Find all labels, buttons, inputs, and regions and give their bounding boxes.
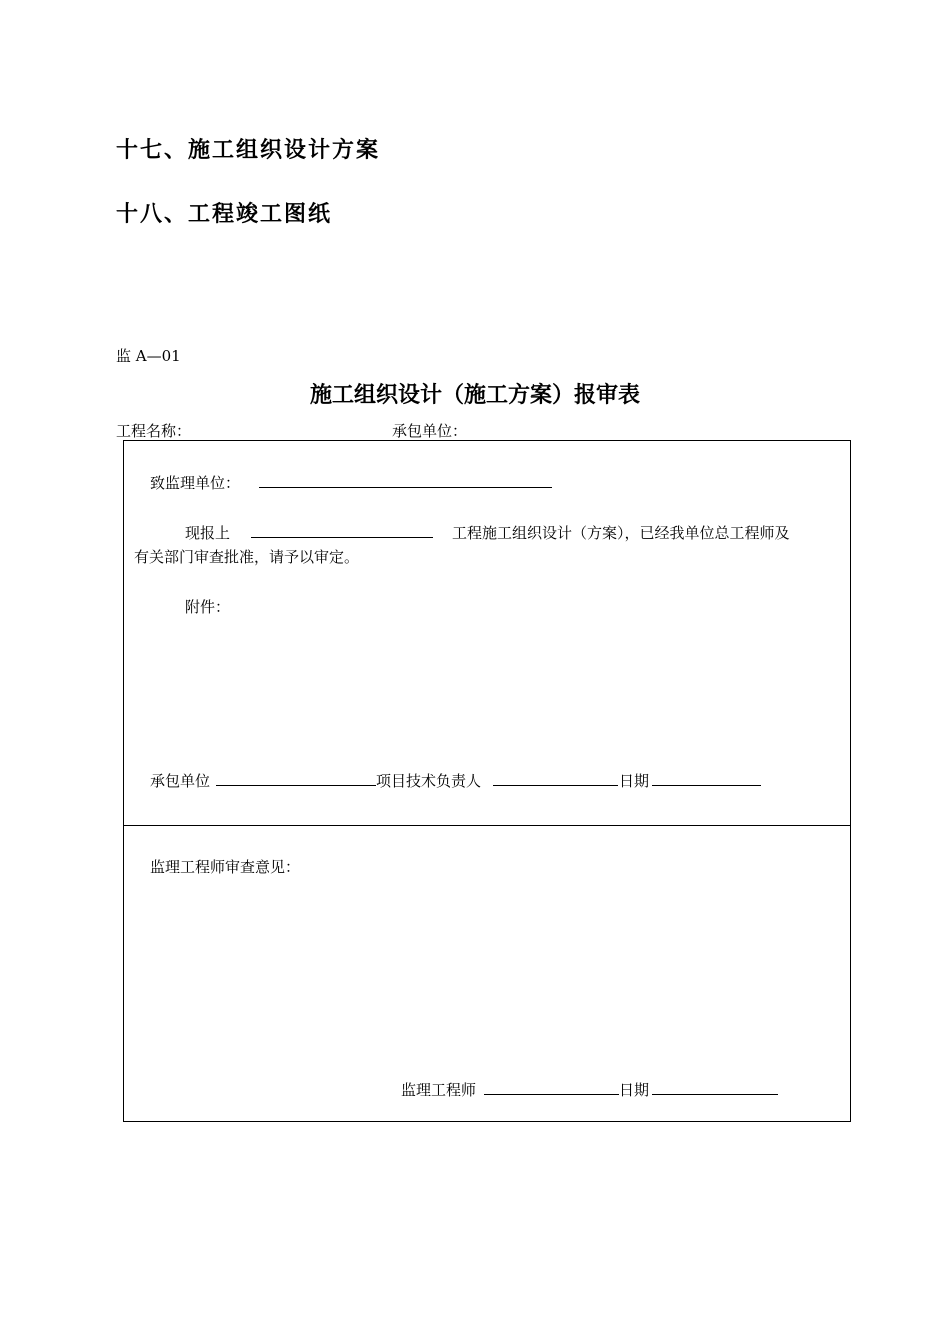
to-supervisor-label: 致监理单位： [150, 474, 241, 492]
form-title: 施工组织设计（施工方案）报审表 [309, 383, 640, 408]
form-code: 监 A—01 [116, 347, 181, 365]
project-name-label: 工程名称： [116, 422, 192, 440]
section-divider [124, 825, 850, 826]
engineer-sign-field[interactable] [484, 1079, 619, 1095]
sign-contractor-label: 承包单位 [150, 772, 211, 790]
sign-tech-lead-label: 项目技术负责人 [376, 772, 482, 790]
sign-date-label: 日期 [619, 772, 650, 790]
contractor-sign-field[interactable] [216, 770, 376, 786]
report-text-line2: 有关部门审查批准，请予以审定。 [134, 548, 360, 566]
supervisor-unit-field[interactable] [259, 472, 552, 488]
review-opinion-label: 监理工程师审查意见： [150, 858, 301, 876]
section-heading-18: 十八、工程竣工图纸 [116, 202, 333, 227]
report-text-line1: 工程施工组织设计（方案），已经我单位总工程师及 [452, 524, 790, 542]
project-name-field[interactable] [251, 522, 433, 538]
report-prefix: 现报上 [185, 524, 231, 542]
section-heading-17: 十七、施工组织设计方案 [116, 138, 381, 163]
contractor-date-field[interactable] [652, 770, 761, 786]
contractor-label: 承包单位： [392, 422, 468, 440]
sign-engineer-date-label: 日期 [619, 1081, 650, 1099]
engineer-date-field[interactable] [652, 1079, 778, 1095]
tech-lead-sign-field[interactable] [493, 770, 618, 786]
sign-engineer-label: 监理工程师 [401, 1081, 477, 1099]
attachment-label: 附件： [185, 598, 231, 616]
review-form-table [123, 440, 851, 1122]
